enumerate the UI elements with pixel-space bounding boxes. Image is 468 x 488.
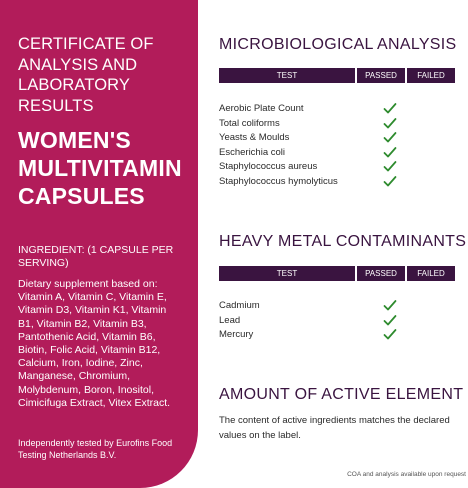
col-passed: PASSED [357,266,405,281]
checkmark-icon [383,328,397,341]
table-row [219,328,465,343]
tested-by-note: Independently tested by Eurofins Food Testing Netherlands B.V. [18,438,173,460]
col-passed: PASSED [357,68,405,83]
col-failed: FAILED [407,68,455,83]
table-row [219,160,465,175]
test-name: Yeasts & Moulds [219,132,290,143]
test-name: Aerobic Plate Count [219,103,304,114]
footnote: COA and analysis available upon request [347,471,466,478]
heavy-metals-title: HEAVY METAL CONTAMINANTS [219,233,467,250]
test-name: Mercury [219,329,254,340]
heavy-metals-rows [219,299,465,343]
checkmark-icon [383,131,397,144]
microbiological-title: MICROBIOLOGICAL ANALYSIS [219,36,457,53]
certificate-title: CERTIFICATE OF ANALYSIS AND LABORATORY RESULTS [18,35,154,115]
table-row [219,117,465,132]
active-element-title: AMOUNT OF ACTIVE ELEMENT [219,386,464,403]
test-name: Lead [219,314,241,326]
product-name: WOMEN'S MULTIVITAMIN CAPSULES [18,127,182,209]
table-row [219,146,465,161]
test-name: Staphylococcus hymolyticus [219,175,338,187]
table-row [219,131,465,146]
col-test: TEST [219,266,355,281]
ingredient-text: Dietary supplement based on: Vitamin A, Vitamin C, Vitamin E, Vitamin D3, Vitamin K1, Vitamin B1, Vitamin B2, Vitamin B3, Pantothenic Acid, Vitamin B6, Biotin, Folic Acid, Vitamin B12, Calcium, Iron, Iodine, Zinc, Manganese, Chromium, Molybdenum, Boron, Inositol, Cimicifuga Extract, Vitex Extract. [18,278,171,409]
table-row [219,175,465,190]
test-name: Escherichia coli [219,146,285,158]
checkmark-icon [383,314,397,327]
checkmark-icon [383,175,397,188]
table-row [219,299,465,314]
ingredient-heading: INGREDIENT: (1 CAPSULE PER SERVING) [18,244,174,269]
checkmark-icon [383,146,397,159]
test-name: Total coliforms [219,117,280,129]
checkmark-icon [383,299,397,312]
col-failed: FAILED [407,266,455,281]
col-test: TEST [219,68,355,83]
table-row [219,314,465,329]
right-panel [219,0,468,488]
checkmark-icon [383,117,397,130]
microbiological-table-header [219,68,465,83]
active-element-text: The content of active ingredients matches the declared values on the label. [219,415,450,441]
microbiological-rows [219,102,465,189]
checkmark-icon [383,102,397,115]
heavy-metals-table-header [219,266,465,281]
test-name: Cadmium [219,300,260,311]
test-name: Staphylococcus aureus [219,161,318,172]
checkmark-icon [383,160,397,173]
left-panel [0,0,198,488]
table-row [219,102,465,117]
